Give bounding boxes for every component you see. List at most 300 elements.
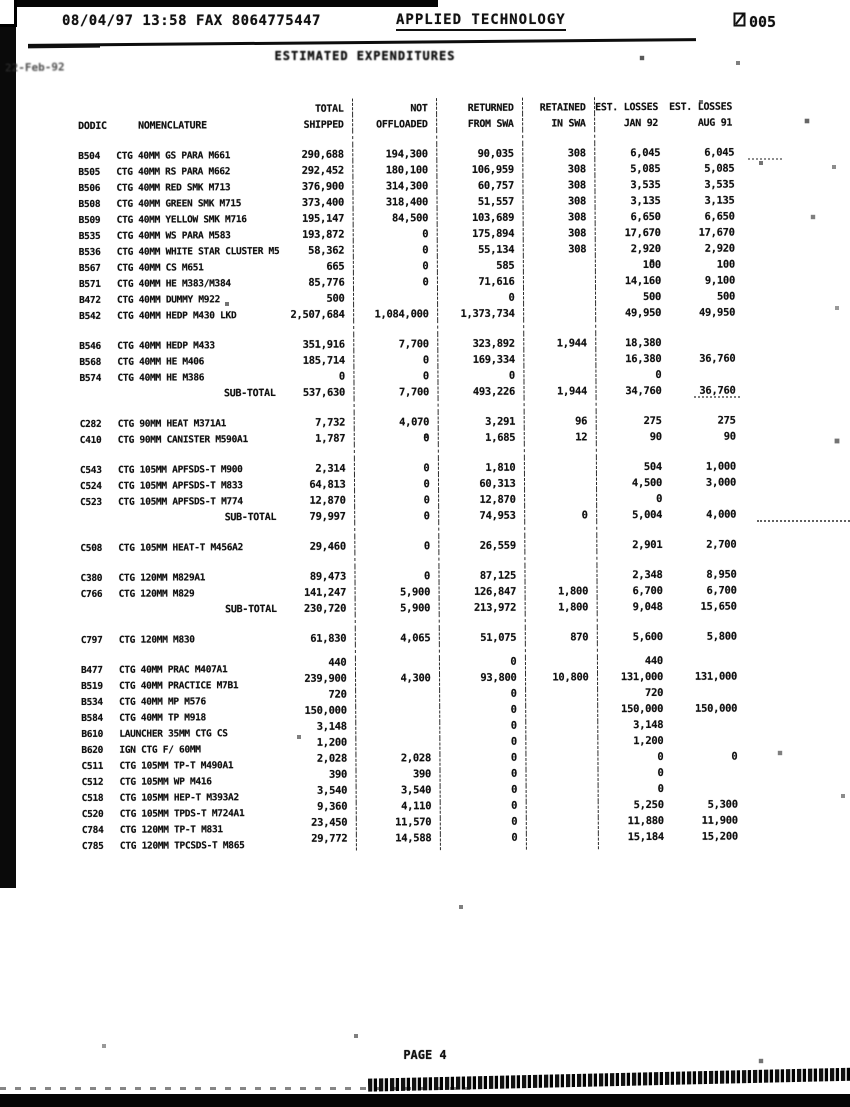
dodic-code: B542 [79,310,101,322]
value-est-losses-jan-92: 2,348 [632,568,663,582]
cell-total-shipped [280,567,354,583]
cell-est-losses-jan-92 [596,473,668,489]
value-est-losses-jan-92: 150,000 [621,702,664,716]
nomenclature-text: CTG 105MM APFSDS-T M900 [117,464,243,476]
value-est-losses-aug-91: 131,000 [694,670,738,683]
value-returned-from-swa: 51,075 [480,631,517,644]
value-total-shipped: 351,916 [302,338,345,351]
row-label-cell [81,629,281,646]
value-total-shipped: 0 [338,370,345,383]
cell-returned-from-swa [437,224,523,240]
row-label-cell [81,707,281,724]
gap-cell [354,398,438,412]
cell-est-losses-jan-92 [596,489,668,505]
value-not-offloaded: 0 [423,494,430,507]
value-est-losses-jan-92: 15,184 [627,830,664,844]
subtotal-label: SUB-TOTAL [224,387,276,400]
cell-not-offloaded [354,428,438,444]
value-returned-from-swa: 3,291 [485,415,516,428]
value-not-offloaded: 180,100 [385,164,428,177]
cell-est-losses-aug-91 [669,702,743,721]
gap-cell [596,521,668,535]
nomenclature-text: CTG 90MM HEAT M371A1 [117,418,227,430]
cell-not-offloaded [353,256,437,272]
cell-returned-from-swa [438,536,524,552]
cell-est-losses-aug-91 [667,223,741,239]
value-est-losses-aug-91: 17,670 [698,226,735,239]
value-est-losses-jan-92: 0 [657,750,664,763]
value-est-losses-jan-92: 90 [649,430,662,444]
value-est-losses-aug-91: 0 [731,750,738,763]
dodic-code: B574 [79,372,102,384]
value-not-offloaded: 2,028 [400,752,431,765]
value-not-offloaded: 7,700 [398,338,429,351]
value-total-shipped: 29,772 [311,832,348,845]
scan-corner-notch [0,0,17,27]
value-est-losses-jan-92: 500 [642,290,662,304]
gap-cell [279,321,353,335]
cell-total-shipped [280,413,354,429]
row-label-cell [82,819,282,836]
cell-est-losses-jan-92 [595,287,667,303]
cell-retained-in-swa [526,833,598,849]
value-est-losses-aug-91: 500 [716,290,736,303]
cell-retained-in-swa [522,175,594,191]
gap-cell [524,443,596,457]
row-label-cell [81,675,281,692]
row-label-cell [79,273,279,290]
cell-est-losses-aug-91 [668,535,742,551]
value-returned-from-swa: 0 [508,369,515,382]
expenditures-table-body [78,129,744,852]
value-returned-from-swa: 493,226 [472,385,516,398]
gap-cell [280,553,354,567]
cell-not-offloaded [355,582,439,598]
value-est-losses-aug-91: 3,535 [704,178,735,191]
cell-est-losses-jan-92 [595,333,667,349]
value-est-losses-jan-92: 11,880 [627,814,664,828]
gap-cell [668,397,742,411]
nomenclature-text: CTG 40MM GS PARA M661 [116,150,231,162]
dodic-code: C543 [79,464,102,476]
nomenclature-text: CTG 40MM DUMMY M922 [117,294,221,306]
row-label-cell [81,691,281,708]
value-est-losses-jan-92: 0 [657,766,664,779]
row-label-cell [78,193,278,210]
gap-cell [668,443,742,457]
fax-page-icon [733,11,747,32]
value-not-offloaded: 0 [423,478,430,491]
cell-not-offloaded [353,224,437,240]
value-not-offloaded: 0 [423,570,431,583]
nomenclature-text: CTG 105MM TP-T M490A1 [119,760,234,772]
gap-cell [353,320,437,334]
value-not-offloaded: 4,070 [399,416,430,429]
value-not-offloaded: 0 [423,462,430,475]
value-not-offloaded: 4,065 [400,632,431,645]
gap-cell [436,130,522,144]
header-spacer [78,99,278,116]
value-returned-from-swa: 0 [511,831,518,844]
value-total-shipped: 23,450 [311,816,348,829]
dodic-code: B620 [81,744,104,756]
dodic-code: B536 [78,246,101,258]
value-total-shipped: 390 [328,768,348,781]
value-est-losses-jan-92: 18,380 [625,336,662,350]
row-label-cell [80,413,280,430]
value-est-losses-aug-91: 275 [717,414,736,427]
value-est-losses-aug-91: 15,650 [700,600,737,613]
dodic-code: C380 [80,572,103,584]
column-header-line2: AUG 91 [697,117,733,129]
value-returned-from-swa: 0 [508,291,515,304]
cell-retained-in-swa [526,801,598,817]
cell-returned-from-swa [438,506,524,522]
gap-cell [280,445,354,459]
cell-total-shipped [279,289,353,305]
value-est-losses-aug-91: 2,920 [704,242,735,255]
gap-cell [80,523,280,538]
cell-est-losses-jan-92 [595,239,667,255]
value-est-losses-jan-92: 0 [657,782,664,795]
value-retained-in-swa: 1,944 [556,337,587,350]
value-retained-in-swa: 308 [567,163,586,176]
cell-not-offloaded [353,208,437,224]
value-total-shipped: 290,688 [301,148,344,161]
value-est-losses-aug-91: 6,700 [706,584,737,597]
fax-sender-name: APPLIED TECHNOLOGY [396,12,566,31]
value-not-offloaded: 0 [422,228,429,241]
value-total-shipped: 373,400 [301,196,345,209]
gap-cell [596,397,668,411]
value-total-shipped: 89,473 [309,570,347,583]
gap-cell [354,522,438,536]
cell-total-shipped [278,161,352,177]
cell-retained-in-swa [523,381,595,397]
value-not-offloaded: 194,300 [385,148,428,161]
value-retained-in-swa: 870 [570,631,589,644]
dodic-code: B610 [81,728,104,740]
nomenclature-text: CTG 105MM HEAT-T M456A2 [118,542,244,554]
cell-retained-in-swa [525,597,597,613]
nomenclature-text: CTG 105MM APFSDS-T M833 [117,480,243,492]
dodic-code: C523 [80,496,102,508]
value-returned-from-swa: 74,953 [479,509,516,522]
value-returned-from-swa: 87,125 [479,569,517,582]
row-label-cell [79,209,279,226]
value-est-losses-aug-91: 5,300 [707,798,738,811]
cell-est-losses-aug-91 [669,670,743,689]
cell-retained-in-swa [523,271,595,287]
cell-not-offloaded [353,334,437,350]
gap-cell [80,399,280,414]
value-total-shipped: 3,540 [316,784,348,797]
nomenclature-text: CTG 105MM WP M416 [119,776,212,788]
nomenclature-text: CTG 40MM YELLOW SMK M716 [116,214,247,226]
cell-not-offloaded [354,536,438,552]
value-est-losses-jan-92: 17,670 [624,226,661,240]
value-total-shipped: 230,720 [303,602,347,615]
dodic-code: C797 [80,634,103,646]
cell-not-offloaded [355,722,439,738]
value-est-losses-jan-92: 14,160 [624,274,661,288]
gap-cell [352,130,436,144]
nomenclature-text: CTG 40MM WS PARA M583 [116,230,231,242]
cell-est-losses-jan-92 [594,191,666,207]
cell-est-losses-aug-91 [667,271,741,287]
value-est-losses-jan-92: 5,250 [633,798,664,812]
cell-not-offloaded [353,272,437,288]
cell-retained-in-swa [525,627,597,643]
value-est-losses-aug-91: 6,650 [704,210,735,223]
cell-est-losses-aug-91 [667,255,741,271]
value-not-offloaded: 4,110 [401,800,432,813]
cell-est-losses-aug-91 [666,143,740,159]
cell-returned-from-swa [437,240,523,256]
cell-est-losses-jan-92 [596,427,668,443]
cell-retained-in-swa [523,365,595,381]
value-total-shipped: 2,507,684 [290,308,345,321]
value-est-losses-jan-92: 2,901 [632,538,663,552]
value-est-losses-jan-92: 100 [642,258,661,272]
gap-cell [668,521,742,535]
value-est-losses-aug-91: 5,085 [704,162,735,175]
gap-cell [596,443,668,457]
dodic-code: C511 [81,760,104,772]
subtotal-label: SUB-TOTAL [224,511,277,524]
value-est-losses-aug-91: 8,950 [706,568,737,581]
gap-cell [524,397,596,411]
row-label-cell [82,787,282,804]
cell-est-losses-aug-91 [668,505,742,521]
cell-retained-in-swa [524,489,596,505]
row-label-cell [78,161,278,178]
cell-not-offloaded [353,382,437,398]
nomenclature-text: CTG 40MM HE M406 [117,356,205,368]
row-label-cell [81,659,281,676]
value-retained-in-swa: 10,800 [552,671,589,684]
cell-retained-in-swa [523,333,595,349]
value-retained-in-swa: 1,800 [558,601,589,614]
row-label-cell [80,429,280,446]
gap-cell [280,523,354,537]
value-not-offloaded: 0 [422,354,429,367]
value-retained-in-swa: 308 [567,195,587,208]
value-returned-from-swa: 0 [510,719,517,732]
cell-est-losses-aug-91 [669,721,743,737]
cell-est-losses-jan-92 [594,159,666,175]
column-header-line1: RETURNED [436,98,522,114]
nomenclature-text: CTG 120MM M829A1 [118,572,206,584]
cell-total-shipped [280,537,354,553]
cell-est-losses-jan-92 [595,271,667,287]
cell-total-shipped [280,507,354,523]
gap-cell [354,552,438,566]
row-label-cell [82,835,282,852]
value-est-losses-jan-92: 1,200 [633,734,664,748]
value-not-offloaded: 0 [422,260,429,273]
value-returned-from-swa: 106,959 [471,163,514,176]
cell-retained-in-swa [523,207,595,223]
value-est-losses-aug-91: 3,135 [704,194,735,207]
value-retained-in-swa: 1,944 [556,385,588,398]
cell-returned-from-swa [438,566,524,582]
column-header-line2: FROM SWA [436,114,522,130]
value-total-shipped: 292,452 [301,164,344,177]
dodic-code: B505 [78,166,101,178]
header-rule-fragment [28,46,100,49]
value-total-shipped: 150,000 [304,704,347,717]
value-total-shipped: 29,460 [309,540,346,553]
dodic-code: B546 [79,340,102,352]
row-label-cell [79,351,279,368]
value-returned-from-swa: 1,373,734 [460,307,515,321]
cell-est-losses-aug-91 [668,427,742,443]
cell-est-losses-aug-91 [667,287,741,303]
cell-est-losses-aug-91 [667,349,741,365]
cell-est-losses-jan-92 [595,381,667,397]
cell-est-losses-aug-91 [666,159,740,175]
column-header-line1: NOT [352,98,436,114]
nomenclature-text: CTG 120MM M829 [118,588,195,600]
dodic-code: C512 [81,776,104,788]
value-not-offloaded: 7,700 [398,386,430,399]
cell-not-offloaded [354,412,438,428]
cell-total-shipped [279,383,353,399]
value-not-offloaded: 3,540 [400,784,432,797]
fax-page-number: 005 [749,12,777,31]
gap-cell [525,613,597,627]
cell-returned-from-swa [440,831,526,850]
value-not-offloaded: 11,570 [395,816,432,829]
value-returned-from-swa: 213,972 [473,601,517,614]
value-total-shipped: 58,362 [308,244,345,257]
row-label-cell [82,803,282,820]
header-dodic-nomenclature [78,115,278,132]
value-retained-in-swa: 0 [581,509,588,522]
gap-cell [437,320,523,334]
value-est-losses-aug-91: 90 [723,430,736,443]
row-label-cell [80,459,280,476]
value-retained-in-swa: 308 [568,227,587,240]
cell-not-offloaded [355,706,439,722]
gap-cell [438,522,524,536]
value-est-losses-aug-91: 3,000 [705,476,737,489]
cell-est-losses-aug-91 [669,597,743,613]
gap-cell [439,614,525,628]
column-header-nomenclature: NOMENCLATURE [138,120,207,132]
cell-est-losses-aug-91 [667,207,741,223]
cell-not-offloaded [356,834,440,850]
value-est-losses-jan-92: 5,085 [630,162,661,176]
cell-total-shipped [278,177,352,193]
cell-est-losses-aug-91 [667,333,741,349]
cell-returned-from-swa [437,382,523,398]
gap-cell [597,613,669,627]
cell-returned-from-swa [437,350,523,366]
value-total-shipped: 500 [326,292,345,305]
value-est-losses-aug-91: 5,800 [706,630,737,643]
gap-cell [80,445,280,460]
row-label-cell [79,257,279,274]
value-not-offloaded: 0 [422,370,429,383]
gap-cell [280,399,354,413]
cell-not-offloaded [355,690,439,706]
value-est-losses-jan-92: 275 [643,414,662,428]
nomenclature-text: LAUNCHER 35MM CTG CS [119,728,228,740]
cell-retained-in-swa [526,817,598,833]
page-number-footer: PAGE 4 [403,1048,447,1062]
gap-cell [354,444,438,458]
cell-returned-from-swa [438,490,524,506]
nomenclature-text: CTG 40MM HEDP M430 LKD [117,310,237,322]
gap-cell [355,644,439,658]
cell-est-losses-jan-92 [595,255,667,271]
value-est-losses-jan-92: 9,048 [632,600,663,614]
value-retained-in-swa: 96 [575,415,588,428]
value-returned-from-swa: 126,847 [473,585,517,598]
value-est-losses-aug-91: 4,000 [706,508,737,521]
nomenclature-text: CTG 120MM M830 [118,634,195,646]
value-not-offloaded: 314,300 [385,180,428,193]
cell-returned-from-swa [437,288,523,304]
cell-returned-from-swa [439,582,525,598]
nomenclature-text: CTG 40MM MP M576 [119,696,206,708]
cell-not-offloaded [355,598,439,614]
subtotal-label-cell [79,383,279,400]
value-est-losses-aug-91: 150,000 [695,702,738,715]
cell-not-offloaded [354,458,438,474]
value-est-losses-jan-92: 440 [644,654,663,668]
value-returned-from-swa: 103,689 [471,211,515,224]
cell-est-losses-aug-91 [666,191,740,207]
cell-est-losses-aug-91 [670,830,744,849]
nomenclature-text: CTG 105MM APFSDS-T M774 [118,496,243,508]
dodic-code: C524 [79,480,102,492]
value-total-shipped: 1,787 [315,432,346,445]
cell-retained-in-swa [523,303,595,319]
cell-returned-from-swa [436,192,522,208]
dodic-code: C282 [79,418,102,430]
cell-returned-from-swa [438,428,524,444]
cell-est-losses-jan-92 [597,627,669,643]
cell-total-shipped [279,305,353,321]
cell-est-losses-aug-91 [669,750,743,769]
dodic-code: C508 [80,542,103,554]
cell-retained-in-swa [524,473,596,489]
cell-retained-in-swa [524,427,596,443]
nomenclature-text: IGN CTG F/ 60MM [119,744,201,756]
value-retained-in-swa: 308 [567,179,586,192]
gap-cell [596,551,668,565]
dodic-code: B584 [81,712,103,724]
gap-cell [668,551,742,565]
cell-retained-in-swa [525,581,597,597]
column-header-line2: SHIPPED [278,115,352,131]
cell-returned-from-swa [437,256,523,272]
nomenclature-text: CTG 40MM PRAC M407A1 [118,664,228,676]
fax-label: FAX [195,13,223,29]
cell-total-shipped [279,351,353,367]
value-not-offloaded: 0 [422,244,429,257]
header-rule [28,38,696,47]
value-not-offloaded: 5,900 [400,602,431,615]
value-est-losses-aug-91: 6,045 [704,146,735,159]
value-est-losses-aug-91: 36,760 [699,352,736,365]
cell-total-shipped [279,225,353,241]
dodic-code: B534 [81,696,103,708]
cell-retained-in-swa [524,565,596,581]
